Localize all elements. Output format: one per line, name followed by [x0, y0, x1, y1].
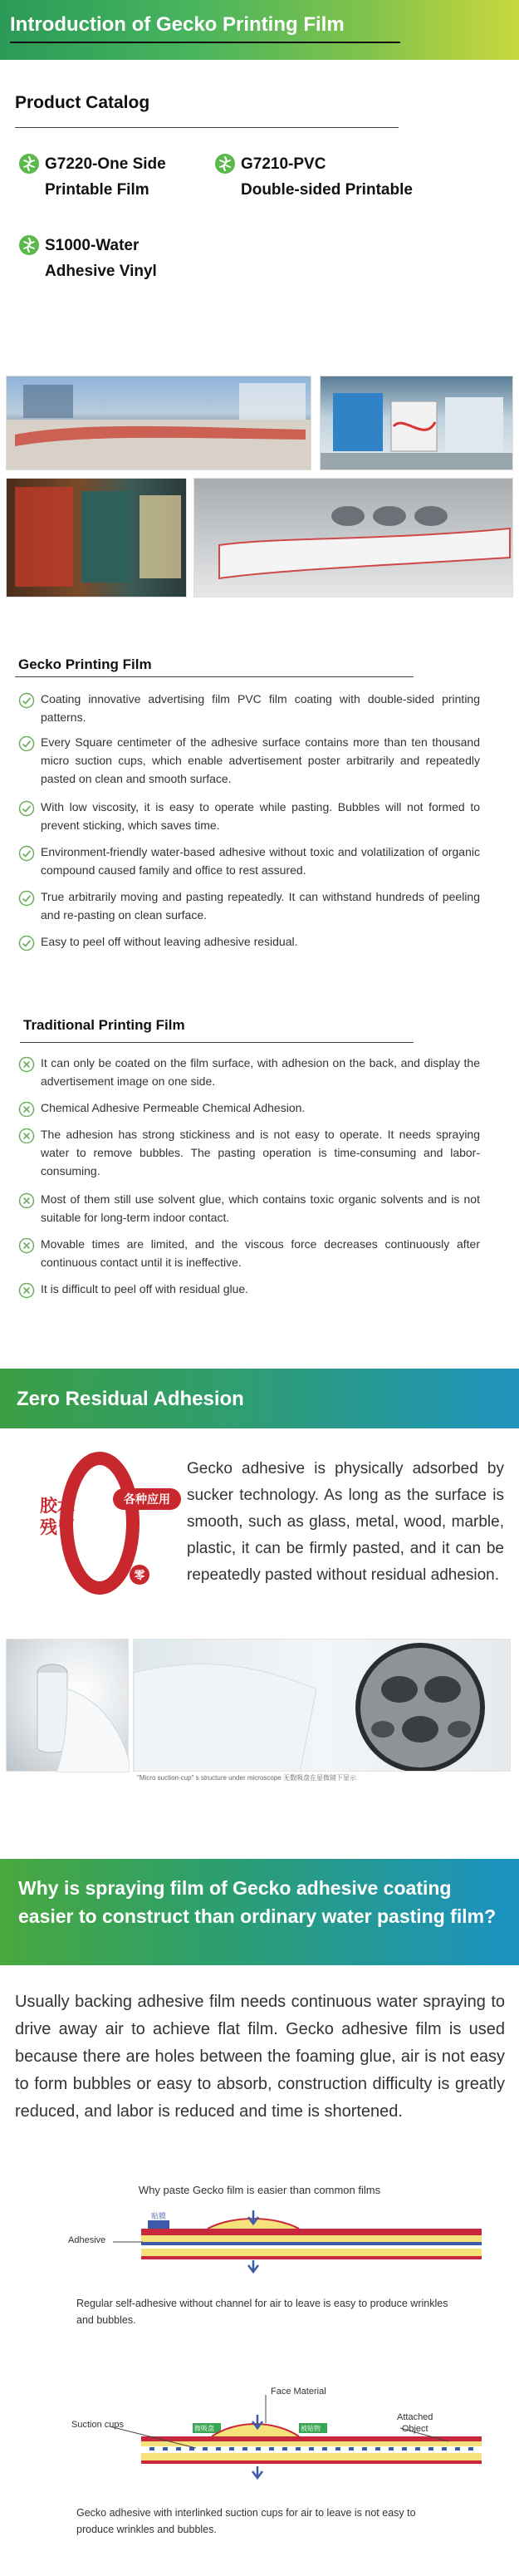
zero-residual-description: Gecko adhesive is physically adsorbed by sucker technology. As long as the surface is smooth, such as glass, metal, wood, marble, plastic, it can be firmly pasted, and it can be repeatedly pasted without residual adhesion.	[187, 1460, 504, 1584]
check-circle-icon	[18, 890, 35, 907]
badge-right-label: 各种应用	[124, 1493, 170, 1507]
gecko-film-caption: Gecko adhesive with interlinked suction cups for air to leave is not easy to produce wrinkles and bubbles.	[76, 2507, 416, 2535]
traditional-feature-item: Movable times are limited, and the viscous force decreases continuously after continuous contact until it is ineffective.	[18, 1235, 480, 1271]
traditional-feature-item: It can only be coated on the film surface, with adhesion on the back, and display the advertisement image on one side.	[18, 1054, 480, 1090]
cross-circle-icon	[18, 1056, 35, 1073]
catalog-item-label: G7220-One Side Printable Film	[45, 155, 166, 199]
zero-residual-title: Zero Residual Adhesion	[17, 1388, 244, 1410]
traditional-feature-item: Most of them still use solvent glue, which contains toxic organic solvents and is not suitable for long-term indoor contact.	[18, 1190, 480, 1227]
film-top-label: 贴膜	[151, 2212, 167, 2220]
attached-object-tag: 被贴物	[301, 2425, 321, 2432]
zero-residual-banner	[0, 1369, 519, 1428]
cross-circle-icon	[18, 1237, 35, 1254]
gecko-feature-item: True arbitrarily moving and pasting repeatedly. It can withstand hundreds of peeling and re-pasting on clean surface.	[18, 887, 480, 924]
traditional-film-title: Traditional Printing Film	[23, 1017, 185, 1033]
gecko-feature-item: With low viscosity, it is easy to operate while pasting. Bubbles will not formed to prevent sticking, which saves time.	[18, 798, 480, 834]
why-explanation: Usually backing adhesive film needs continuous water spraying to drive away air to achieve flat film. Gecko adhesive film is used because there are holes between the foaming glue, air is not easy to form bubbles or easy to absorb, construction difficulty is greatly reduced, and labor is reduced and time is shortened.	[15, 1993, 505, 2121]
zero-residue-badge	[15, 1452, 185, 1597]
check-circle-icon	[18, 935, 35, 951]
cross-circle-icon	[18, 1192, 35, 1209]
page-title: Introduction of Gecko Printing Film	[10, 13, 345, 36]
catalog-item-s1000	[18, 233, 234, 286]
microscope-photo	[133, 1639, 511, 1772]
application-photo-station	[6, 376, 311, 470]
microscope-graphic	[134, 1639, 511, 1772]
application-photo-exhibit	[320, 376, 513, 470]
attached-object-label: Attached Object	[397, 2412, 433, 2434]
check-circle-icon	[18, 845, 35, 862]
check-circle-icon	[18, 735, 35, 752]
face-material-label: Face Material	[271, 2387, 326, 2397]
gecko-film-divider	[15, 676, 414, 677]
catalog-item-g7220	[18, 151, 234, 204]
header-banner	[0, 0, 519, 60]
film-roll-photo	[6, 1639, 129, 1772]
gecko-icon	[18, 153, 40, 175]
gecko-feature-item: Every Square centimeter of the adhesive surface contains more than ten thousand micro suction cups, which enable advertisement poster arbitrarily and repeatedly pasted on clean and smooth surface.	[18, 733, 480, 788]
catalog-divider	[15, 127, 399, 128]
gecko-icon	[214, 153, 236, 175]
badge-left-line1: 胶水	[40, 1496, 75, 1516]
traditional-feature-item: Chemical Adhesive Permeable Chemical Adhesion.	[18, 1099, 480, 1117]
traditional-feature-item: The adhesion has strong stickiness and is not easy to operate. It needs spraying water to remove bubbles. The pasting operation is time-consuming and labor-consuming.	[18, 1125, 480, 1180]
traditional-film-divider	[20, 1042, 414, 1043]
check-circle-icon	[18, 692, 35, 709]
catalog-title: Product Catalog	[15, 93, 150, 112]
regular-film-caption: Regular self-adhesive without channel for air to leave is easy to produce wrinkles and bubbles.	[76, 2298, 448, 2326]
check-circle-icon	[18, 800, 35, 817]
gecko-icon	[18, 234, 40, 256]
cross-circle-icon	[18, 1101, 35, 1118]
diagram-title: Why paste Gecko film is easier than common films	[138, 2184, 381, 2196]
application-photo-window	[6, 478, 187, 597]
gecko-feature-item: Easy to peel off without leaving adhesive residual.	[18, 932, 480, 951]
suction-cups-label: Suction cups	[71, 2420, 124, 2430]
film-roll-graphic	[7, 1639, 130, 1772]
why-banner	[0, 1859, 519, 1965]
adhesive-label: Adhesive	[68, 2235, 106, 2245]
gecko-film-title: Gecko Printing Film	[18, 656, 152, 672]
station-graphic	[7, 376, 311, 470]
catalog-item-label: G7210-PVC Double-sided Printable	[241, 155, 413, 199]
microscope-caption: "Micro suction-cup" s structure under microscope 无数吸盘在显微镜下显示	[137, 1774, 356, 1782]
window-graphic	[7, 479, 187, 597]
why-title: Why is spraying film of Gecko adhesive coating easier to construct than ordinary water pasting film?	[18, 1877, 497, 1927]
cross-circle-icon	[18, 1128, 35, 1144]
wall-graphic	[194, 479, 513, 597]
gecko-feature-item: Coating innovative advertising film PVC film coating with double-sided printing patterns.	[18, 690, 480, 726]
comparison-diagram	[0, 2177, 519, 2564]
traditional-feature-item: It is difficult to peel off with residual glue.	[18, 1280, 480, 1298]
catalog-item-label: S1000-Water Adhesive Vinyl	[45, 237, 157, 280]
title-underline	[10, 42, 400, 43]
gecko-feature-item: Environment-friendly water-based adhesive without toxic and volatilization of organic compound caused family and office to rest assured.	[18, 843, 480, 879]
suction-cup-tag: 微吸盘	[194, 2425, 214, 2432]
cross-circle-icon	[18, 1282, 35, 1299]
application-photo-wall	[193, 478, 513, 597]
badge-left-line2: 残留	[40, 1517, 75, 1537]
badge-bottom-label: 零	[134, 1570, 145, 1582]
catalog-item-g7210	[214, 151, 463, 204]
exhibit-graphic	[321, 376, 513, 470]
